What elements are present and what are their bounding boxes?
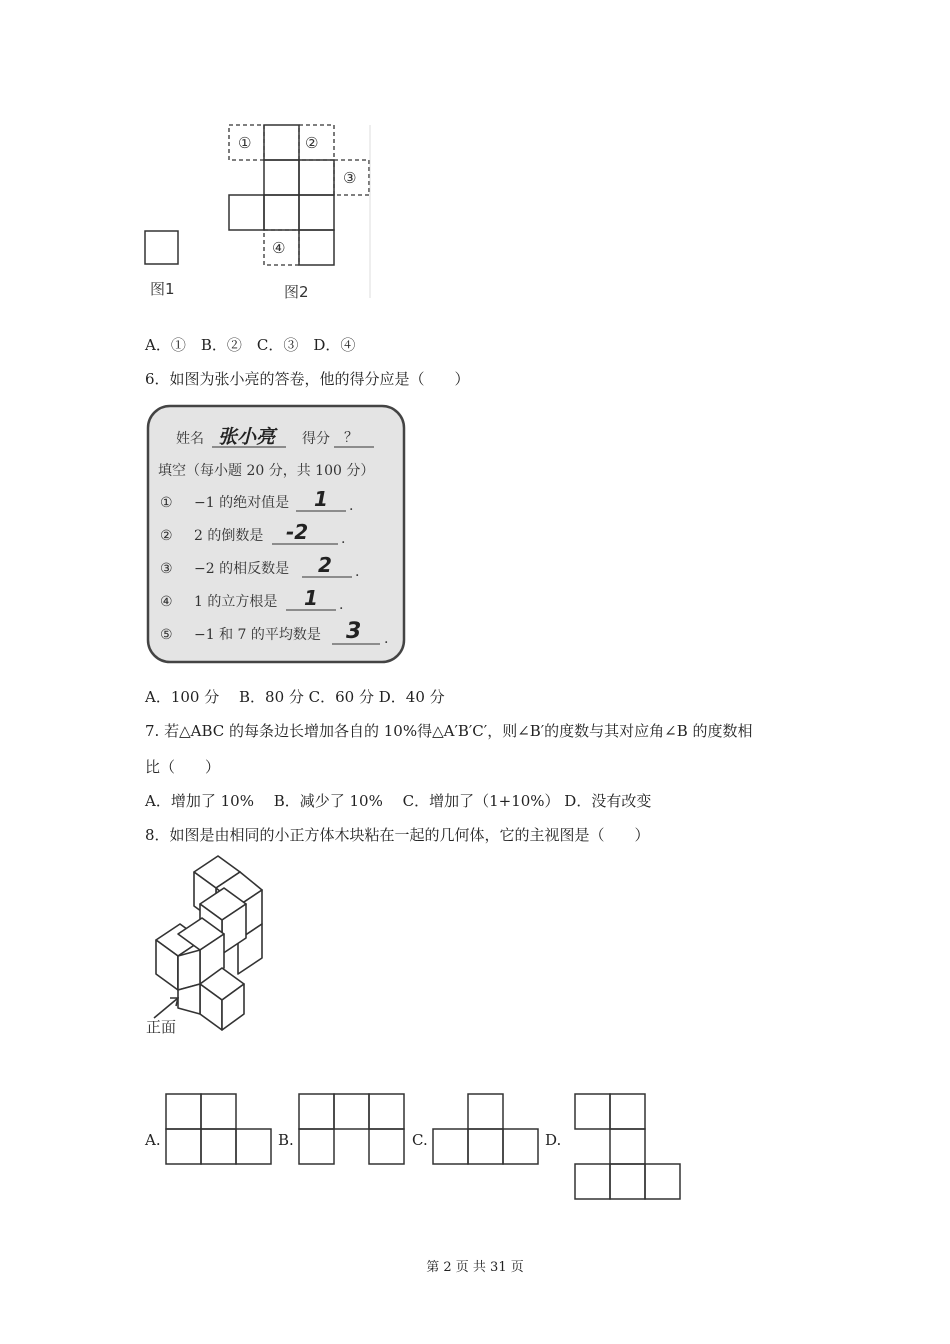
marker-3: ③ xyxy=(343,169,357,187)
marker-4: ④ xyxy=(272,239,286,257)
cube-solid-figure xyxy=(140,852,280,1042)
fig1-square xyxy=(145,231,178,264)
svg-text:−1 的绝对值是: −1 的绝对值是 xyxy=(194,495,290,511)
option-d-figure xyxy=(573,1092,688,1207)
marker-2: ② xyxy=(305,134,319,152)
svg-text:④: ④ xyxy=(160,594,173,610)
card-score-label: 得分 xyxy=(302,431,330,447)
option-b-label: B. xyxy=(278,1131,294,1149)
option-c-figure xyxy=(431,1092,541,1172)
q6-stem: 6．如图为张小亮的答卷，他的得分应是（ ） xyxy=(145,370,470,388)
svg-text:③: ③ xyxy=(160,561,173,577)
marker-1: ① xyxy=(238,134,252,152)
svg-text:1: 1 xyxy=(314,487,328,511)
q7-stem-line1: 7. 若△ABC 的每条边长增加各自的 10%得△A′B′C′，则∠B′的度数与其对应角∠B 的度数相 xyxy=(145,722,753,740)
svg-text:.: . xyxy=(339,597,344,613)
option-a-label: A. xyxy=(145,1131,161,1149)
svg-text:−1 和 7 的平均数是: −1 和 7 的平均数是 xyxy=(194,627,321,643)
svg-text:2 的倒数是: 2 的倒数是 xyxy=(194,528,264,544)
card-name-value: 张小亮 xyxy=(218,426,276,448)
q7-options: A．增加了 10% B．减少了 10% C．增加了（1+10%） D．没有改变 xyxy=(145,792,652,810)
svg-text:.: . xyxy=(341,531,346,547)
fig2-label: 图2 xyxy=(284,283,309,301)
svg-text:⑤: ⑤ xyxy=(160,627,173,643)
q6-options: A．100 分 B．80 分 C．60 分 D．40 分 xyxy=(145,688,445,706)
option-b-figure xyxy=(297,1092,407,1172)
svg-text:1 的立方根是: 1 的立方根是 xyxy=(194,594,278,610)
fig1-label: 图1 xyxy=(150,280,175,298)
svg-text:.: . xyxy=(384,631,389,647)
svg-text:①: ① xyxy=(160,495,173,511)
svg-text:−2 的相反数是: −2 的相反数是 xyxy=(194,561,290,577)
svg-text:-2: -2 xyxy=(286,520,309,544)
svg-text:②: ② xyxy=(160,528,173,544)
net-figure xyxy=(0,0,950,310)
option-a-figure xyxy=(164,1092,274,1172)
svg-text:1: 1 xyxy=(304,586,318,610)
svg-text:.: . xyxy=(355,564,360,580)
q7-stem-line2: 比（ ） xyxy=(145,758,221,776)
option-d-label: D. xyxy=(545,1131,562,1149)
card-score-value: ？ xyxy=(344,430,358,446)
answer-card xyxy=(146,404,406,664)
card-section: 填空（每小题 20 分，共 100 分） xyxy=(158,463,375,479)
front-label: 正面 xyxy=(146,1018,177,1036)
svg-text:.: . xyxy=(349,498,354,514)
svg-text:2: 2 xyxy=(318,553,332,577)
q8-stem: 8．如图是由相同的小正方体木块粘在一起的几何体，它的主视图是（ ） xyxy=(145,826,650,844)
option-c-label: C. xyxy=(412,1131,428,1149)
card-name-label: 姓名 xyxy=(176,431,204,447)
q5-options: A．① B．② C．③ D．④ xyxy=(145,336,356,354)
page-footer: 第 2 页 共 31 页 xyxy=(426,1260,524,1275)
svg-text:3: 3 xyxy=(346,619,362,644)
